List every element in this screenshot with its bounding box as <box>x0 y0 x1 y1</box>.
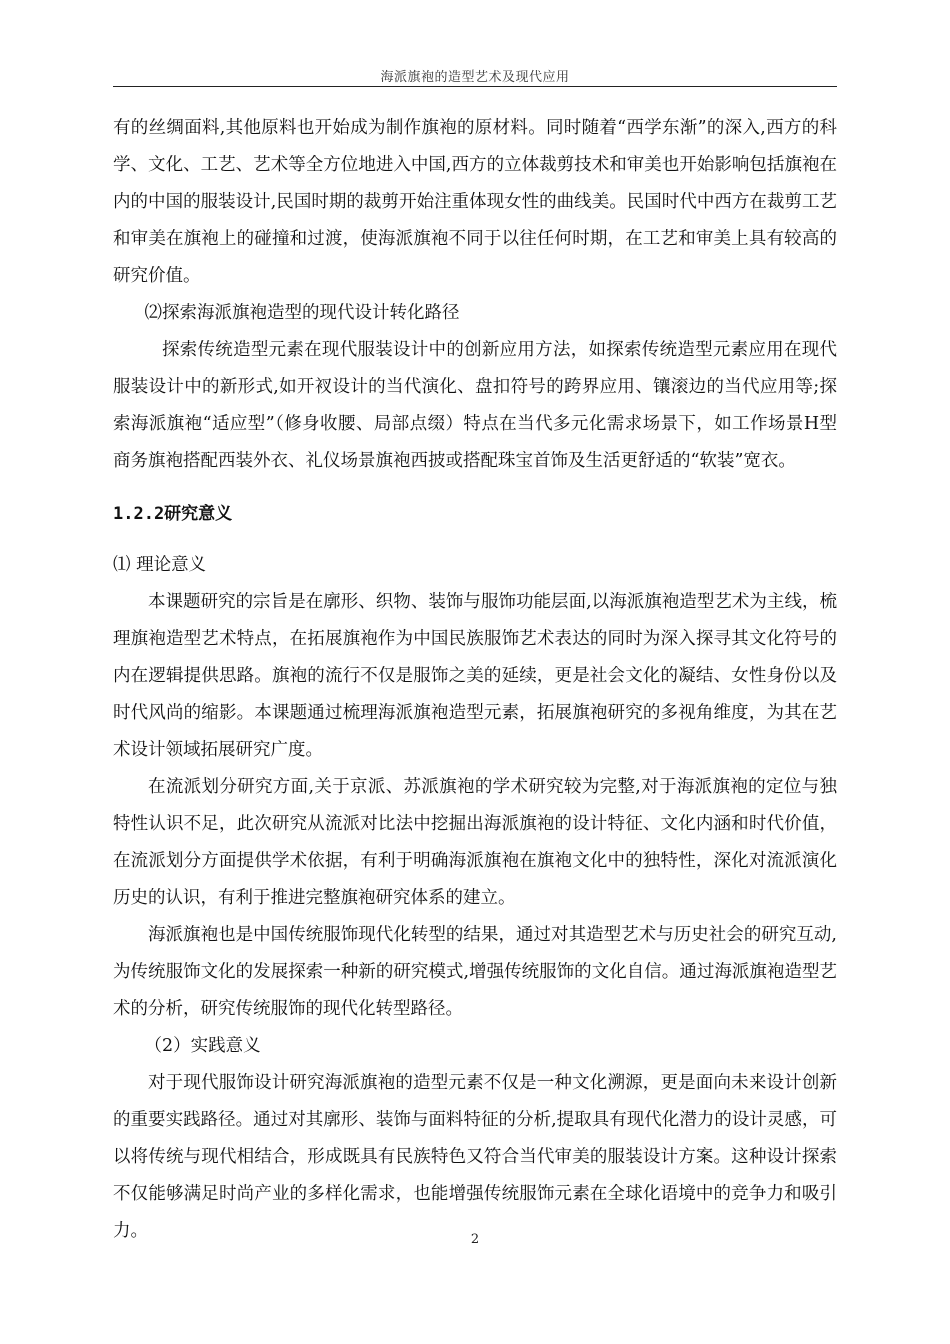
paragraph-practice: 对于现代服饰设计研究海派旗袍的造型元素不仅是一种文化溯源，更是面向未来设计创新的重要实践路径。通过对其廓形、装饰与面料特征的分析,提取具有现代化潜力的设计灵感，可以将传统与现代相结合，形成既具有民族特色又符合当代审美的服装设计方案。这种设计探索不仅能够满足时尚产业的多样化需求，也能增强传统服饰元素在全球化语境中的竞争力和吸引力。 <box>113 1073 837 1241</box>
header-divider <box>113 86 837 87</box>
practice-significance-heading: （2）实践意义 <box>144 1036 261 1056</box>
paragraph-design-path: 探索传统造型元素在现代服装设计中的创新应用方法，如探索传统造型元素应用在现代服装设计中的新形式,如开衩设计的当代演化、盘扣符号的跨界应用、镶滚边的当代应用等;探索海派旗袍“适应型”（修身收腰、局部点缀）特点在当代多元化需求场景下，如工作场景H型商务旗袍搭配西装外衣、礼仪场景旗袍西披或搭配珠宝首饰及生活更舒适的“软装”宽衣。 <box>113 340 837 471</box>
theory-significance-heading: ⑴ 理论意义 <box>113 555 207 575</box>
paragraph-theory-1: 本课题研究的宗旨是在廓形、织物、装饰与服饰功能层面,以海派旗袍造型艺术为主线，梳理旗袍造型艺术特点，在拓展旗袍作为中国民族服饰艺术表达的同时为深入探寻其文化符号的内在逻辑提供思路。旗袍的流行不仅是服饰之美的延续，更是社会文化的凝结、女性身份以及时代风尚的缩影。本课题通过梳理海派旗袍造型元素，拓展旗袍研究的多视角维度，为其在艺术设计领域拓展研究广度。 <box>113 592 837 760</box>
item-2-heading: ⑵探索海派旗袍造型的现代设计转化路径 <box>144 303 460 323</box>
section-heading-1-2-2: 1.2.2研究意义 <box>113 504 233 524</box>
paragraph-theory-3: 海派旗袍也是中国传统服饰现代化转型的结果，通过对其造型艺术与历史社会的研究互动,为传统服饰文化的发展探索一种新的研究模式,增强传统服饰的文化自信。通过海派旗袍造型艺术的分析，研究传统服饰的现代化转型路径。 <box>113 925 837 1019</box>
page-number: 2 <box>470 1232 480 1247</box>
paragraph-theory-2: 在流派划分研究方面,关于京派、苏派旗袍的学术研究较为完整,对于海派旗袍的定位与独特性认识不足，此次研究从流派对比法中挖掘出海派旗袍的设计特征、文化内涵和时代价值，在流派划分方面提供学术依据，有利于明确海派旗袍在旗袍文化中的独特性，深化对流派演化历史的认识，有利于推进完整旗袍研究体系的建立。 <box>113 777 837 908</box>
running-header: 海派旗袍的造型艺术及现代应用 <box>380 70 570 85</box>
page-body <box>113 110 837 1250</box>
paragraph-continued: 有的丝绸面料,其他原料也开始成为制作旗袍的原材料。同时随着“西学东渐”的深入,西方的科学、文化、工艺、艺术等全方位地进入中国,西方的立体裁剪技术和审美也开始影响包括旗袍在内的中国的服装设计,民国时期的裁剪开始注重体现女性的曲线美。民国时代中西方在裁剪工艺和审美在旗袍上的碰撞和过渡，使海派旗袍不同于以往任何时期，在工艺和审美上具有较高的研究价值。 <box>113 118 837 286</box>
